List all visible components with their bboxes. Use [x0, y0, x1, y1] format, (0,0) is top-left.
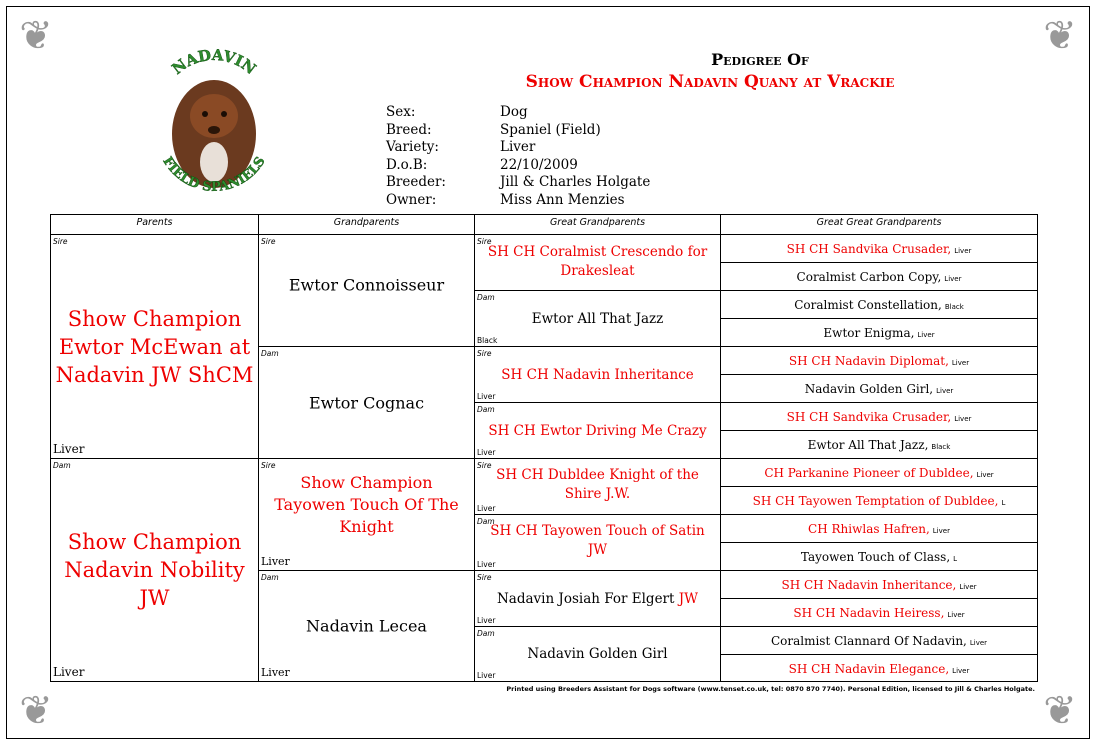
ggp-name: SH CH Nadavin Diplomat,	[788, 354, 949, 368]
great-grandparent-cell	[475, 627, 721, 681]
great-grandparent-cell	[475, 459, 721, 515]
ggp-name: SH CH Nadavin Inheritance,	[781, 578, 957, 592]
ggp-name: SH CH Nadavin Elegance,	[788, 662, 950, 676]
ggp-row	[721, 571, 1037, 599]
footer-credit: Printed using Breeders Assistant for Dogs software (www.tenset.co.uk, tel: 0870 870 7740). Personal Edition, licensed to Jill & Charles Holgate.	[506, 685, 1035, 693]
ggp-name: SH CH Nadavin Heiress,	[793, 606, 945, 620]
grandparent-cell	[259, 571, 475, 681]
logo-bottom-text: FIELD SPANIELS	[159, 154, 269, 195]
variety-label: Variety:	[386, 139, 439, 155]
header-grandparents: Grandparents	[259, 215, 475, 235]
dob-label: D.o.B:	[386, 156, 428, 173]
great-grandparent-colour: Liver	[477, 616, 496, 625]
breed-label: Breed:	[386, 121, 432, 138]
great-grandparent-colour: Liver	[477, 504, 496, 513]
grandparent-cell	[259, 459, 475, 571]
great-grandparent-name: SH CH Tayowen Touch of Satin JW	[490, 523, 705, 558]
grandparent-cell	[259, 235, 475, 347]
ggp-row	[721, 403, 1037, 431]
parent-sire-name: Show Champion Ewtor McEwan at Nadavin JW ShCM	[55, 306, 254, 387]
great-grandparent-cell	[475, 515, 721, 571]
grandparent-name: Nadavin Lecea	[306, 616, 427, 636]
grandparent-name: Ewtor Connoisseur	[288, 275, 445, 295]
ggp-colour: Liver	[952, 667, 970, 675]
ggp-name: Coralmist Carbon Copy,	[796, 270, 942, 284]
header-great-grandparents: Great Grandparents	[475, 215, 721, 235]
corner-ornament-icon: ❦	[19, 688, 53, 734]
owner-value: Miss Ann Menzies	[500, 191, 625, 208]
great-grandparent-cell	[475, 347, 721, 403]
dob-value: 22/10/2009	[500, 156, 578, 173]
corner-ornament-icon: ❦	[1043, 13, 1077, 59]
logo-arc-text: NADAVIN	[168, 45, 260, 79]
ggp-colour: L	[1001, 499, 1006, 507]
ggp-row	[721, 655, 1037, 681]
grandparent-cell	[259, 347, 475, 459]
ggp-colour: L	[953, 555, 958, 563]
ggp-colour: Liver	[947, 611, 965, 619]
ggp-name: Coralmist Clannard Of Nadavin,	[770, 634, 967, 648]
grandparent-colour: Liver	[261, 555, 290, 568]
parent-sire-colour: Liver	[53, 442, 85, 456]
title-suffix: JW	[678, 590, 699, 607]
ggp-row	[721, 515, 1037, 543]
great-grandparent-cell	[475, 403, 721, 459]
great-grandparent-name: Ewtor All That Jazz	[531, 310, 664, 327]
ggp-colour: Liver	[976, 471, 994, 479]
pedigree-table	[50, 214, 1038, 682]
great-grandparent-name: SH CH Dubldee Knight of the Shire J.W.	[496, 467, 699, 502]
sire-tag: Sire	[477, 461, 492, 470]
kennel-logo	[148, 44, 278, 214]
ggp-name: Coralmist Constellation,	[794, 298, 942, 312]
great-grandparent-colour: Liver	[477, 671, 496, 680]
ggp-name: CH Rhiwlas Hafren,	[808, 522, 930, 536]
sire-tag: Sire	[477, 237, 492, 246]
parent-dam-name: Show Champion Nadavin Nobility JW	[64, 530, 245, 610]
ggp-row	[721, 599, 1037, 627]
ggp-row	[721, 375, 1037, 403]
ggp-colour: Black	[944, 303, 964, 311]
dog-name-title: Show Champion Nadavin Quany at Vrackie	[525, 72, 895, 92]
ggp-row	[721, 459, 1037, 487]
dam-tag: Dam	[477, 405, 495, 414]
dam-tag: Dam	[261, 349, 279, 358]
variety-value: Liver	[500, 139, 536, 155]
sex-value: Dog	[500, 104, 528, 120]
great-grandparent-name: SH CH Ewtor Driving Me Crazy	[488, 422, 707, 439]
ggp-name: Tayowen Touch of Class,	[800, 550, 951, 564]
ggp-row	[721, 543, 1037, 571]
dam-tag: Dam	[477, 517, 495, 526]
owner-label: Owner:	[386, 191, 437, 208]
great-grandparent-colour: Liver	[477, 392, 496, 401]
grandparent-colour: Liver	[261, 666, 290, 679]
ggp-name: SH CH Sandvika Crusader,	[786, 410, 952, 424]
ggp-name: CH Parkanine Pioneer of Dubldee,	[764, 466, 974, 480]
breeder-label: Breeder:	[386, 174, 446, 190]
ggp-name: SH CH Tayowen Temptation of Dubldee,	[752, 494, 999, 508]
ggp-row	[721, 431, 1037, 459]
sire-tag: Sire	[261, 237, 276, 246]
ggp-colour: Black	[931, 443, 951, 451]
parent-dam-colour: Liver	[53, 665, 85, 679]
ggp-row	[721, 291, 1037, 319]
header-great-great-grandparents: Great Great Grandparents	[721, 215, 1037, 235]
ggp-colour: Liver	[954, 415, 972, 423]
great-grandparent-name: Nadavin Golden Girl	[527, 646, 668, 662]
ggp-colour: Liver	[951, 359, 970, 367]
ggp-name: Ewtor All That Jazz,	[807, 438, 929, 452]
great-grandparent-cell	[475, 291, 721, 347]
svg-text:NADAVIN	[169, 46, 260, 78]
ggp-colour: Liver	[936, 387, 954, 395]
great-grandparent-colour: Liver	[477, 560, 496, 569]
dam-tag: Dam	[261, 573, 279, 582]
great-grandparent-name-row	[475, 591, 720, 607]
dam-tag: Dam	[53, 461, 71, 470]
great-grandparent-name: Nadavin Josiah For Elgert	[496, 590, 675, 607]
parent-sire-cell	[51, 235, 259, 459]
ggp-row	[721, 235, 1037, 263]
great-grandparent-name: SH CH Coralmist Crescendo for Drakesleat	[487, 244, 708, 279]
ggp-name: SH CH Sandvika Crusader,	[786, 242, 952, 256]
sire-tag: Sire	[477, 349, 492, 358]
ggp-row	[721, 487, 1037, 515]
ggp-colour: Liver	[954, 247, 972, 255]
ggp-colour: Liver	[917, 331, 935, 339]
great-grandparent-colour: Liver	[477, 448, 496, 457]
great-grandparent-colour: Black	[477, 336, 498, 345]
ggp-colour: Liver	[944, 275, 962, 283]
dam-tag: Dam	[477, 293, 495, 302]
ggp-row	[721, 627, 1037, 655]
ggp-colour: Liver	[932, 527, 950, 535]
breeder-value: Jill & Charles Holgate	[500, 174, 651, 190]
ggp-name: Nadavin Golden Girl,	[804, 382, 934, 396]
sire-tag: Sire	[261, 461, 276, 470]
ggp-colour: Liver	[969, 639, 988, 647]
great-grandparent-cell	[475, 571, 721, 627]
pedigree-heading: Pedigree Of	[711, 50, 809, 69]
sex-label: Sex:	[386, 104, 416, 120]
breed-value: Spaniel (Field)	[500, 121, 601, 138]
parent-dam-cell	[51, 459, 259, 681]
ggp-row	[721, 263, 1037, 291]
great-grandparent-cell	[475, 235, 721, 291]
grandparent-name: Ewtor Cognac	[308, 393, 425, 412]
sire-tag: Sire	[53, 237, 68, 246]
header-parents: Parents	[51, 215, 259, 235]
ggp-colour: Liver	[959, 583, 977, 591]
corner-ornament-icon: ❦	[1043, 688, 1077, 734]
dam-tag: Dam	[477, 629, 495, 638]
ggp-row	[721, 319, 1037, 347]
ggp-name: Ewtor Enigma,	[823, 326, 915, 340]
corner-ornament-icon: ❦	[19, 13, 53, 59]
sire-tag: Sire	[477, 573, 492, 582]
great-grandparent-name: SH CH Nadavin Inheritance	[501, 366, 694, 383]
ggp-row	[721, 347, 1037, 375]
grandparent-name: Show Champion Tayowen Touch Of The Knight	[274, 473, 459, 536]
